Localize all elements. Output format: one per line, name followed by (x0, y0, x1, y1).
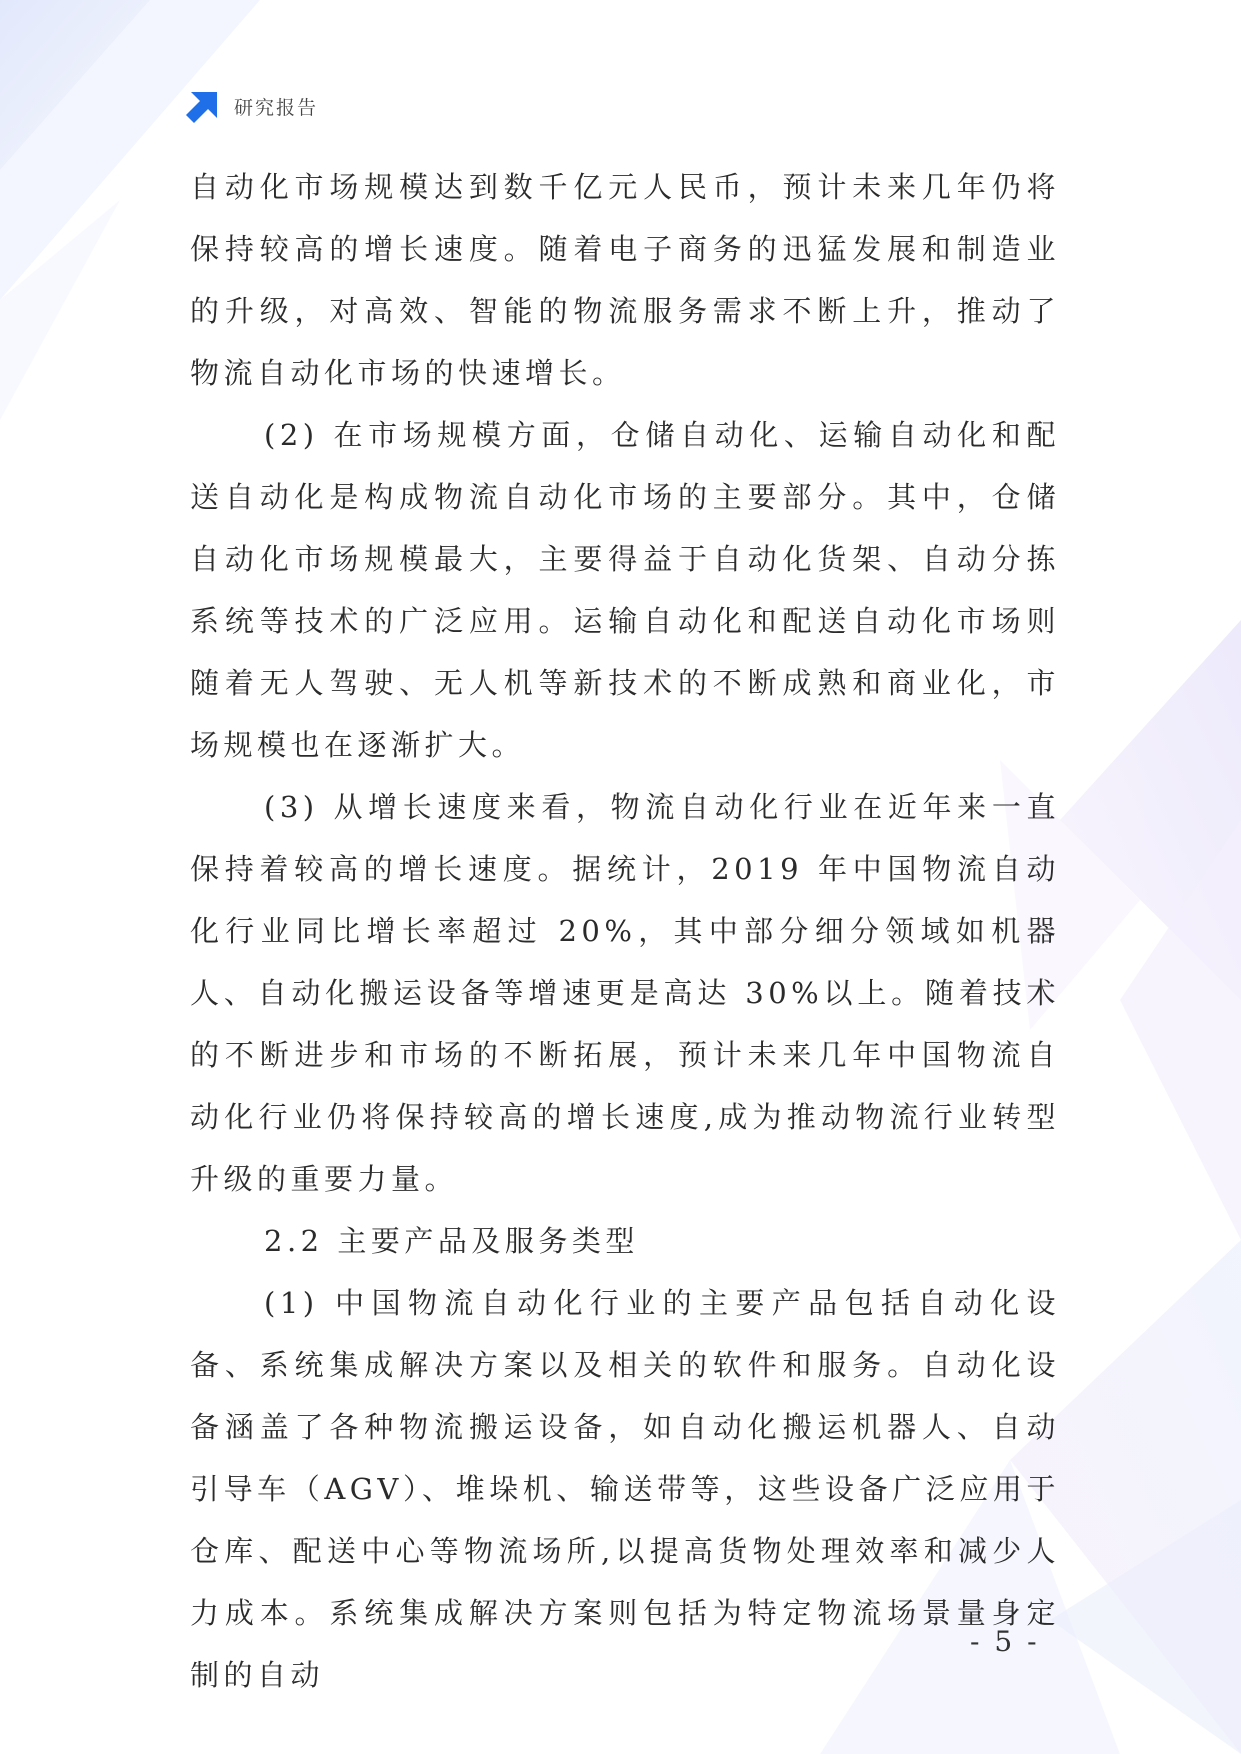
header-title: 研究报告 (234, 96, 319, 119)
section-heading: 2.2 主要产品及服务类型 (264, 1224, 639, 1258)
page-header (186, 88, 318, 124)
report-body (190, 156, 1060, 1706)
arrow-up-right-icon (186, 89, 220, 123)
paragraph-products: (1) 中国物流自动化行业的主要产品包括自动化设备、系统集成解决方案以及相关的软件和服务。自动化设备涵盖了各种物流搬运设备，如自动化搬运机器人、自动引导车（AGV）、堆垛机、输送带等，这些设备广泛应用于仓库、配送中心等物流场所,以提高货物处理效率和减少人力成本。系统集成解决方案则包括为特定物流场景量身定制的自动 (190, 1286, 1060, 1692)
paragraph-growth-rate: (3) 从增长速度来看，物流自动化行业在近年来一直保持着较高的增长速度。据统计，2019 年中国物流自动化行业同比增长率超过 20%，其中部分细分领域如机器人、自动化搬运设备等增速更是高达 30%以上。随着技术的不断进步和市场的不断拓展，预计未来几年中国物流自动化行业仍将保持较高的增长速度,成为推动物流行业转型升级的重要力量。 (190, 790, 1060, 1196)
paragraph-continued: 自动化市场规模达到数千亿元人民币，预计未来几年仍将保持较高的增长速度。随着电子商务的迅猛发展和制造业的升级，对高效、智能的物流服务需求不断上升，推动了物流自动化市场的快速增长。 (190, 170, 1060, 390)
paragraph-market-size: (2) 在市场规模方面，仓储自动化、运输自动化和配送自动化是构成物流自动化市场的主要部分。其中，仓储自动化市场规模最大，主要得益于自动化货架、自动分拣系统等技术的广泛应用。运输自动化和配送自动化市场则随着无人驾驶、无人机等新技术的不断成熟和商业化，市场规模也在逐渐扩大。 (190, 418, 1060, 762)
page-number: - 5 - (970, 1625, 1040, 1658)
